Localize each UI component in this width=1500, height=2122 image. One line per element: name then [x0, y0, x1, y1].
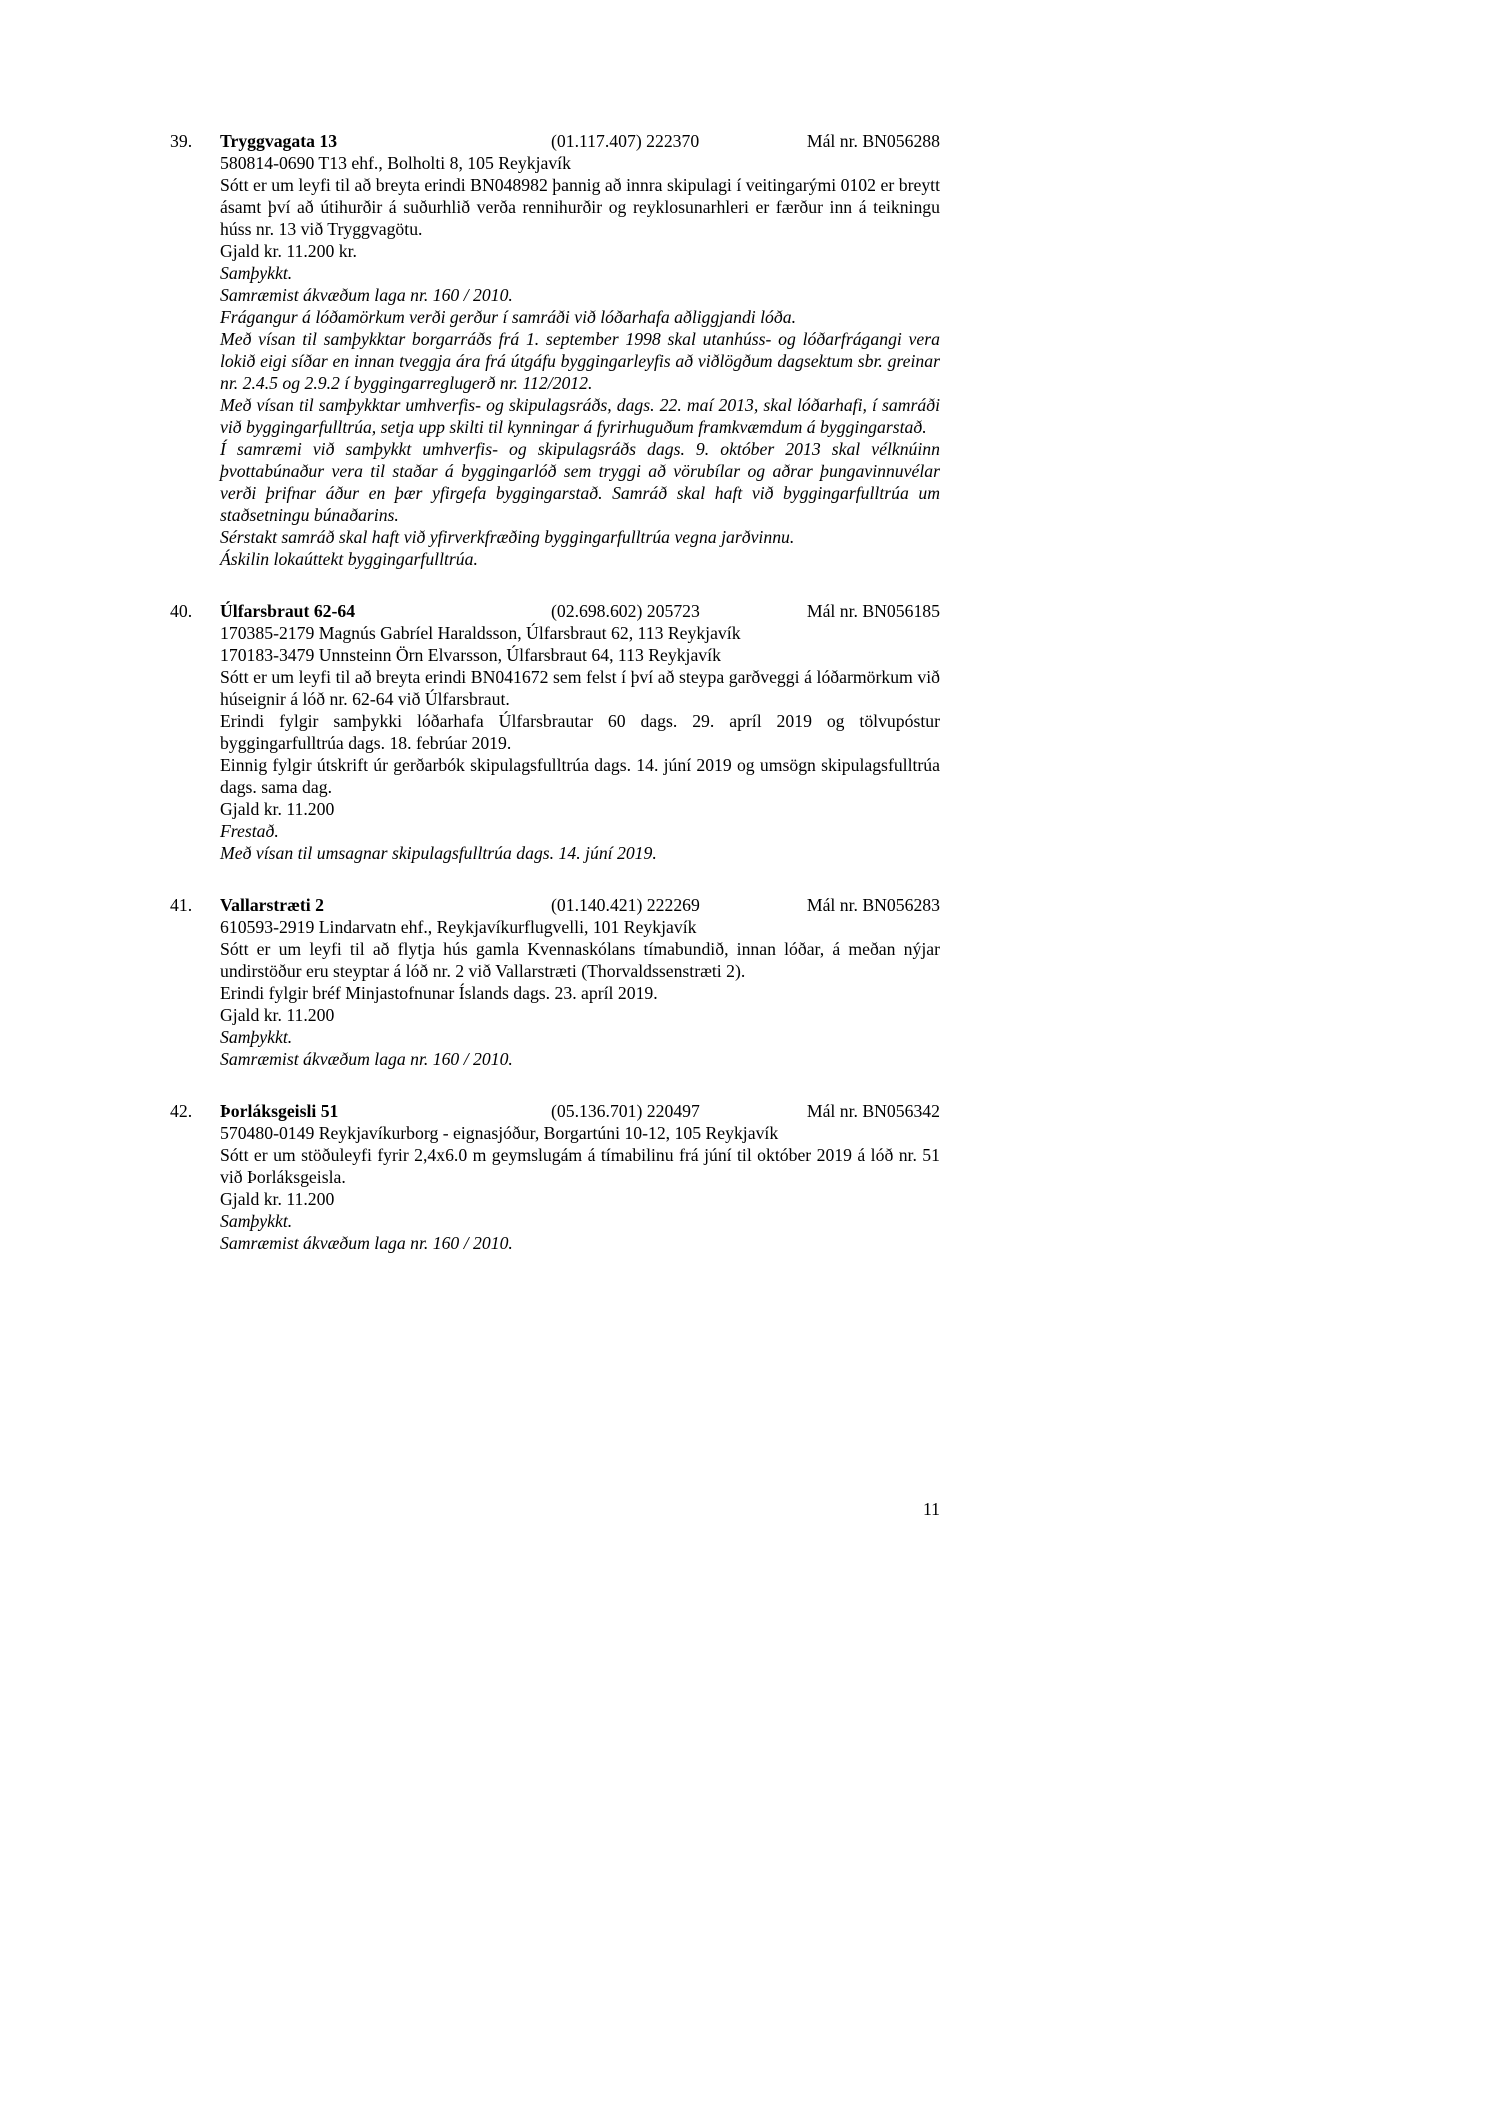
item-body	[220, 152, 940, 570]
body-paragraph: Gjald kr. 11.200	[220, 799, 335, 819]
body-paragraph: Sótt er um leyfi til að breyta erindi BN041672 sem felst í því að steypa garðveggi á lóðarmörkum við húseignir á lóð nr. 62-64 við Úlfarsbraut.	[220, 667, 940, 709]
agenda-item	[170, 600, 940, 864]
decision-paragraph: Með vísan til umsagnar skipulagsfulltrúa dags. 14. júní 2019.	[220, 843, 657, 863]
agenda-item	[170, 1100, 940, 1254]
owner-line: 570480-0149 Reykjavíkurborg - eignasjóður, Borgartúni 10-12, 105 Reykjavík	[220, 1123, 779, 1143]
item-body	[220, 1122, 940, 1254]
body-paragraph: Sótt er um stöðuleyfi fyrir 2,4x6.0 m geymslugám á tímabilinu frá júní til október 2019 á lóð nr. 51 við Þorláksgeisla.	[220, 1145, 940, 1187]
body-paragraph: Gjald kr. 11.200	[220, 1005, 335, 1025]
item-header	[170, 600, 940, 622]
decision-paragraph: Sérstakt samráð skal haft við yfirverkfræðing byggingarfulltrúa vegna jarðvinnu.	[220, 527, 795, 547]
agenda-item	[170, 130, 940, 570]
body-paragraph: Gjald kr. 11.200 kr.	[220, 241, 357, 261]
body-paragraph: Gjald kr. 11.200	[220, 1189, 335, 1209]
item-case-number: Mál nr. BN056283	[806, 895, 940, 915]
page-number: 11	[922, 1499, 940, 1519]
body-paragraph: Erindi fylgir samþykki lóðarhafa Úlfarsbrautar 60 dags. 29. apríl 2019 og tölvupóstur byggingarfulltrúa dags. 18. febrúar 2019.	[220, 711, 940, 753]
decision-paragraph: Samræmist ákvæðum laga nr. 160 / 2010.	[220, 285, 513, 305]
agenda-items	[170, 130, 940, 1284]
decision-paragraph: Samræmist ákvæðum laga nr. 160 / 2010.	[220, 1049, 513, 1069]
item-reference: (02.698.602) 205723	[551, 601, 700, 621]
item-reference: (05.136.701) 220497	[551, 1101, 700, 1121]
item-title: Úlfarsbraut 62-64	[220, 601, 356, 621]
owner-line: 610593-2919 Lindarvatn ehf., Reykjavíkurflugvelli, 101 Reykjavík	[220, 917, 697, 937]
owner-line: 580814-0690 T13 ehf., Bolholti 8, 105 Reykjavík	[220, 153, 571, 173]
decision-paragraph: Frestað.	[220, 821, 279, 841]
decision-paragraph: Samþykkt.	[220, 1027, 293, 1047]
item-header	[170, 130, 940, 152]
decision-paragraph: Áskilin lokaúttekt byggingarfulltrúa.	[220, 549, 478, 569]
body-paragraph: Einnig fylgir útskrift úr gerðarbók skipulagsfulltrúa dags. 14. júní 2019 og umsögn skipulagsfulltrúa dags. sama dag.	[220, 755, 940, 797]
item-number: 41.	[170, 895, 193, 915]
owner-line: 170183-3479 Unnsteinn Örn Elvarsson, Úlfarsbraut 64, 113 Reykjavík	[220, 645, 721, 665]
decision-paragraph: Með vísan til samþykktar borgarráðs frá 1. september 1998 skal utanhúss- og lóðarfrágangi vera lokið eigi síðar en innan tveggja ára frá útgáfu byggingarleyfis að viðlögðum dagsektum sbr. greinar nr. 2.4.5 og 2.9.2 í byggingarreglugerð nr. 112/2012.	[220, 329, 940, 393]
item-reference: (01.140.421) 222269	[551, 895, 700, 915]
decision-paragraph: Frágangur á lóðamörkum verði gerður í samráði við lóðarhafa aðliggjandi lóða.	[220, 307, 796, 327]
agenda-item	[170, 894, 940, 1070]
item-title: Vallarstræti 2	[220, 895, 324, 915]
item-case-number: Mál nr. BN056342	[806, 1101, 940, 1121]
item-number: 39.	[170, 131, 193, 151]
decision-paragraph: Samþykkt.	[220, 1211, 293, 1231]
decision-paragraph: Samþykkt.	[220, 263, 293, 283]
item-reference: (01.117.407) 222370	[551, 131, 700, 151]
item-number: 42.	[170, 1101, 193, 1121]
item-header	[170, 894, 940, 916]
item-body	[220, 622, 940, 864]
decision-paragraph: Samræmist ákvæðum laga nr. 160 / 2010.	[220, 1233, 513, 1253]
item-number: 40.	[170, 601, 193, 621]
decision-paragraph: Með vísan til samþykktar umhverfis- og skipulagsráðs, dags. 22. maí 2013, skal lóðarhafi, í samráði við byggingarfulltrúa, setja upp skilti til kynningar á fyrirhuguðum framkvæmdum á byggingarstað.	[220, 395, 940, 437]
item-title: Tryggvagata 13	[220, 131, 338, 151]
body-paragraph: Sótt er um leyfi til að breyta erindi BN048982 þannig að innra skipulagi í veitingarými 0102 er breytt ásamt því að útihurðir á suðurhlið verða rennihurðir og reyklosunarhleri er færður inn á teikningu húss nr. 13 við Tryggvagötu.	[220, 175, 940, 239]
item-case-number: Mál nr. BN056288	[806, 131, 940, 151]
decision-paragraph: Í samræmi við samþykkt umhverfis- og skipulagsráðs dags. 9. október 2013 skal vélknúinn þvottabúnaður vera til staðar á byggingarlóð sem tryggi að vörubílar og aðrar þungavinnuvélar verði þrifnar áður en þær yfirgefa byggingarstað. Samráð skal haft við byggingarfulltrúa um staðsetningu búnaðarins.	[220, 439, 940, 525]
item-header	[170, 1100, 940, 1122]
owner-line: 170385-2179 Magnús Gabríel Haraldsson, Úlfarsbraut 62, 113 Reykjavík	[220, 623, 741, 643]
body-paragraph: Erindi fylgir bréf Minjastofnunar Íslands dags. 23. apríl 2019.	[220, 983, 658, 1003]
item-body	[220, 916, 940, 1070]
body-paragraph: Sótt er um leyfi til að flytja hús gamla Kvennaskólans tímabundið, innan lóðar, á meðan nýjar undirstöður eru steyptar á lóð nr. 2 við Vallarstræti (Thorvaldssenstræti 2).	[220, 939, 940, 981]
item-case-number: Mál nr. BN056185	[806, 601, 940, 621]
item-title: Þorláksgeisli 51	[220, 1101, 339, 1121]
